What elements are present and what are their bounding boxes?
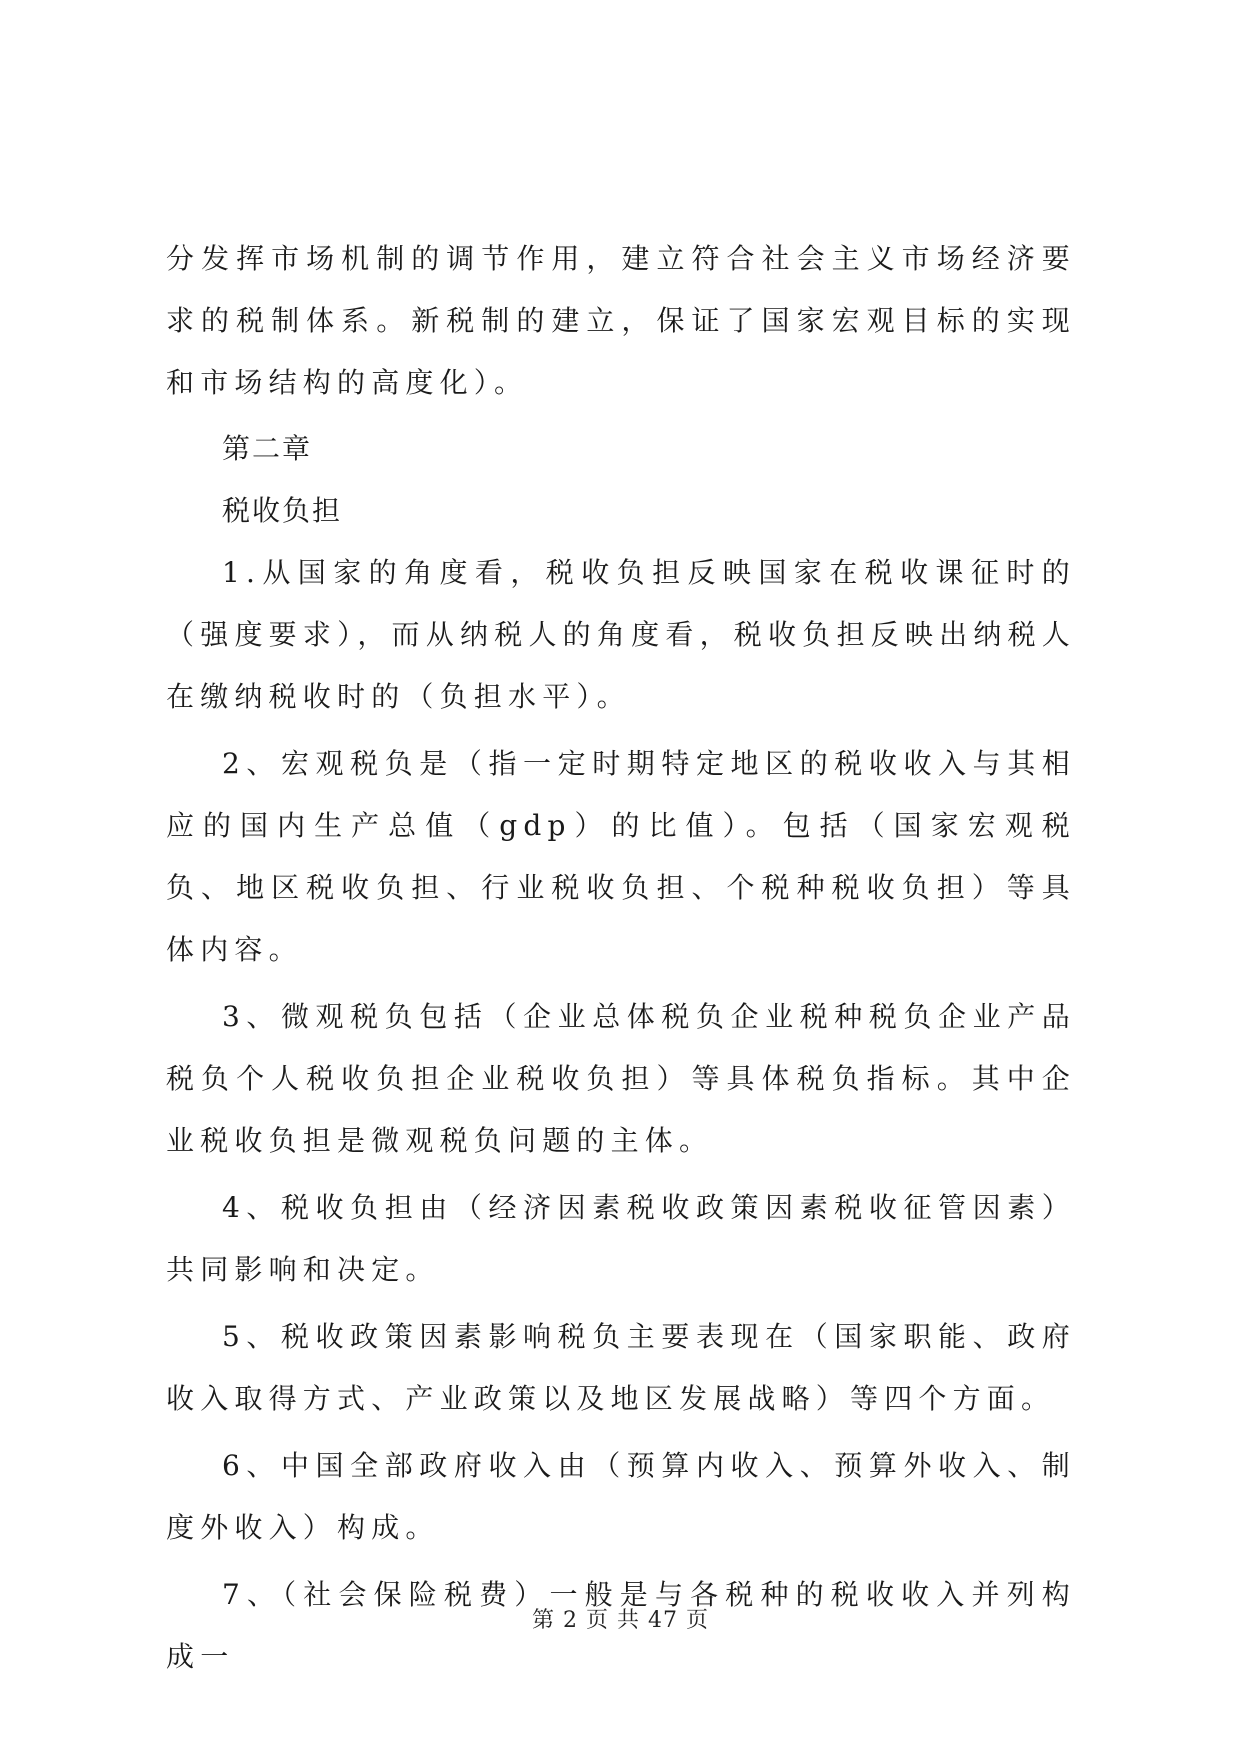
paragraph-4: 4、税收负担由（经济因素税收政策因素税收征管因素）共同影响和决定。: [166, 1191, 1076, 1286]
paragraph-6: 6、中国全部政府收入由（预算内收入、预算外收入、制度外收入）构成。: [166, 1449, 1076, 1544]
page-number-footer: 第 2 页 共 47 页: [532, 1608, 709, 1633]
continuation-paragraph: 分发挥市场机制的调节作用，建立符合社会主义市场经济要求的税制体系。新税制的建立，保证了国家宏观目标的实现和市场结构的高度化）。: [166, 242, 1076, 399]
paragraph-1: 1.从国家的角度看，税收负担反映国家在税收课征时的（强度要求），而从纳税人的角度看，税收负担反映出纳税人在缴纳税收时的（负担水平）。: [166, 556, 1076, 713]
paragraph-2: 2、宏观税负是（指一定时期特定地区的税收收入与其相应的国内生产总值（gdp）的比值）。包括（国家宏观税负、地区税收负担、行业税收负担、个税种税收负担）等具体内容。: [166, 747, 1076, 966]
section-title: 税收负担: [222, 494, 343, 527]
paragraph-7: 7、（社会保险税费）一般是与各税种的税收收入并列构成一: [166, 1578, 1076, 1673]
document-body: [166, 228, 1076, 1688]
paragraph-5: 5、税收政策因素影响税负主要表现在（国家职能、政府收入取得方式、产业政策以及地区发展战略）等四个方面。: [166, 1320, 1076, 1415]
paragraph-3: 3、微观税负包括（企业总体税负企业税种税负企业产品税负个人税收负担企业税收负担）等具体税负指标。其中企业税收负担是微观税负问题的主体。: [166, 1000, 1076, 1157]
chapter-heading: 第二章: [222, 432, 313, 465]
